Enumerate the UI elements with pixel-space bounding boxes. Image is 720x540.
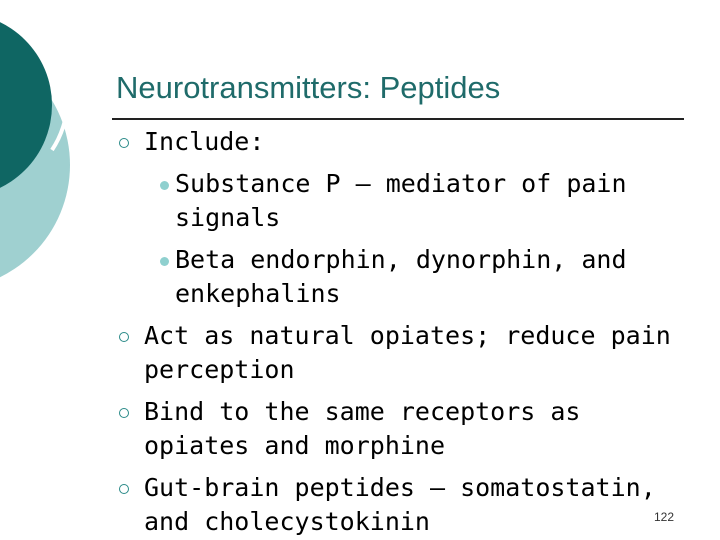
bullet-text-continued: opiates and morphine <box>144 431 446 460</box>
decorative-circles <box>0 0 120 300</box>
subbullet-marker <box>160 257 169 266</box>
title-underline <box>112 118 684 120</box>
bullet-text: Gut-brain peptides – somatostatin, <box>144 473 656 502</box>
bullet-marker <box>119 332 129 342</box>
subbullet-marker <box>160 181 169 190</box>
page-number: 122 <box>654 510 675 524</box>
subbullet-text-continued: signals <box>175 203 281 232</box>
bullet-text: Bind to the same receptors as <box>144 397 581 426</box>
bullet-text: Act as natural opiates; reduce pain <box>144 321 671 350</box>
subbullet-text-continued: enkephalins <box>175 279 341 308</box>
bullet-text-continued: perception <box>144 355 295 384</box>
bullet-text: Include: <box>144 127 265 156</box>
slide-title: Neurotransmitters: Peptides <box>116 70 501 105</box>
bullet-text-continued: and cholecystokinin <box>144 507 430 536</box>
subbullet-text: Beta endorphin, dynorphin, and <box>175 245 627 274</box>
bullet-marker <box>119 138 129 148</box>
subbullet-text: Substance P – mediator of pain <box>175 169 627 198</box>
bullet-marker <box>119 484 129 494</box>
bullet-marker <box>119 408 129 418</box>
